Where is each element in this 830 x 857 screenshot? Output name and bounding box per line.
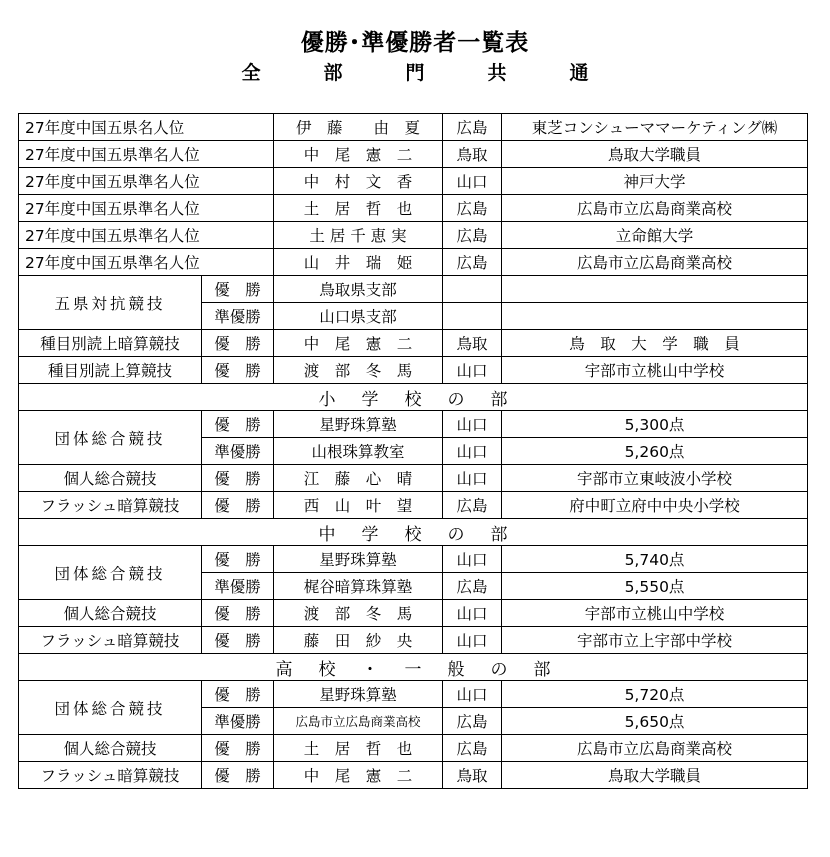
category-cell: 27年度中国五県準名人位	[19, 195, 274, 222]
table-row	[19, 411, 808, 438]
section-row	[19, 519, 808, 546]
results-table	[18, 113, 808, 789]
page-title: 優勝･準優勝者一覧表	[300, 30, 530, 56]
category-cell: 五県対抗競技	[19, 276, 202, 330]
table-row	[19, 546, 808, 573]
section-heading: 中学校の部	[19, 519, 808, 546]
name-cell: 土 居 哲 也	[274, 735, 443, 762]
affiliation-cell: 広島市立広島商業高校	[502, 195, 808, 222]
name-cell: 土 居 哲 也	[274, 195, 443, 222]
category-cell: 団体総合競技	[19, 411, 202, 465]
page-subtitle: 全 部 門 共 通	[241, 62, 611, 84]
name-cell: 土 居 千 恵 実	[274, 222, 443, 249]
affiliation-cell	[502, 303, 808, 330]
category-cell: 27年度中国五県準名人位	[19, 249, 274, 276]
affiliation-cell: 立命館大学	[502, 222, 808, 249]
name-cell: 星野珠算塾	[274, 681, 443, 708]
table-row	[19, 222, 808, 249]
prefecture-cell: 山口	[443, 546, 502, 573]
category-cell: 27年度中国五県準名人位	[19, 168, 274, 195]
affiliation-cell: 5,650点	[502, 708, 808, 735]
prefecture-cell: 広島	[443, 708, 502, 735]
prefecture-cell: 山口	[443, 438, 502, 465]
table-row	[19, 114, 808, 141]
affiliation-cell: 鳥 取 大 学 職 員	[502, 330, 808, 357]
name-cell: 伊 藤 由 夏	[274, 114, 443, 141]
affiliation-cell: 5,720点	[502, 681, 808, 708]
name-cell: 山根珠算教室	[274, 438, 443, 465]
affiliation-cell	[502, 276, 808, 303]
name-cell: 江 藤 心 晴	[274, 465, 443, 492]
affiliation-cell: 東芝コンシューママーケティング㈱	[502, 114, 808, 141]
rank-cell: 優 勝	[202, 600, 274, 627]
table-row	[19, 681, 808, 708]
table-row	[19, 735, 808, 762]
table-row	[19, 627, 808, 654]
name-cell: 星野珠算塾	[274, 411, 443, 438]
table-row	[19, 195, 808, 222]
prefecture-cell: 鳥取	[443, 141, 502, 168]
rank-cell: 優 勝	[202, 276, 274, 303]
table-row	[19, 330, 808, 357]
name-cell: 藤 田 紗 央	[274, 627, 443, 654]
name-cell: 西 山 叶 望	[274, 492, 443, 519]
prefecture-cell: 山口	[443, 465, 502, 492]
affiliation-cell: 広島市立広島商業高校	[502, 735, 808, 762]
rank-cell: 優 勝	[202, 627, 274, 654]
prefecture-cell: 山口	[443, 627, 502, 654]
affiliation-cell: 鳥取大学職員	[502, 141, 808, 168]
rank-cell: 優 勝	[202, 330, 274, 357]
prefecture-cell: 山口	[443, 168, 502, 195]
affiliation-cell: 5,550点	[502, 573, 808, 600]
rank-cell: 準優勝	[202, 573, 274, 600]
rank-cell: 準優勝	[202, 438, 274, 465]
category-cell: 団体総合競技	[19, 681, 202, 735]
category-cell: 個人総合競技	[19, 465, 202, 492]
rank-cell: 優 勝	[202, 735, 274, 762]
prefecture-cell: 山口	[443, 411, 502, 438]
name-cell: 山口県支部	[274, 303, 443, 330]
affiliation-cell: 宇部市立桃山中学校	[502, 357, 808, 384]
affiliation-cell: 宇部市立桃山中学校	[502, 600, 808, 627]
prefecture-cell: 広島	[443, 114, 502, 141]
rank-cell: 準優勝	[202, 303, 274, 330]
affiliation-cell: 宇部市立東岐波小学校	[502, 465, 808, 492]
affiliation-cell: 5,300点	[502, 411, 808, 438]
table-row	[19, 357, 808, 384]
category-cell: 27年度中国五県名人位	[19, 114, 274, 141]
category-cell: 個人総合競技	[19, 735, 202, 762]
results-table-body	[19, 114, 808, 789]
table-row	[19, 762, 808, 789]
name-cell: 中 尾 憲 二	[274, 762, 443, 789]
name-cell: 広島市立広島商業高校	[274, 708, 443, 735]
name-cell: 中 尾 憲 二	[274, 330, 443, 357]
section-heading: 高校・一般の部	[19, 654, 808, 681]
rank-cell: 優 勝	[202, 357, 274, 384]
section-row	[19, 654, 808, 681]
name-cell: 梶谷暗算珠算塾	[274, 573, 443, 600]
affiliation-cell: 5,740点	[502, 546, 808, 573]
rank-cell: 優 勝	[202, 465, 274, 492]
section-row	[19, 384, 808, 411]
rank-cell: 優 勝	[202, 411, 274, 438]
prefecture-cell: 広島	[443, 492, 502, 519]
name-cell: 中 尾 憲 二	[274, 141, 443, 168]
rank-cell: 優 勝	[202, 681, 274, 708]
rank-cell: 優 勝	[202, 492, 274, 519]
name-cell: 中 村 文 香	[274, 168, 443, 195]
rank-cell: 優 勝	[202, 546, 274, 573]
category-cell: フラッシュ暗算競技	[19, 762, 202, 789]
name-cell: 鳥取県支部	[274, 276, 443, 303]
category-cell: 種目別読上算競技	[19, 357, 202, 384]
prefecture-cell: 鳥取	[443, 762, 502, 789]
table-row	[19, 600, 808, 627]
table-row	[19, 492, 808, 519]
prefecture-cell: 広島	[443, 222, 502, 249]
name-cell: 渡 部 冬 馬	[274, 357, 443, 384]
rank-cell: 優 勝	[202, 762, 274, 789]
affiliation-cell: 宇部市立上宇部中学校	[502, 627, 808, 654]
affiliation-cell: 神戸大学	[502, 168, 808, 195]
prefecture-cell: 山口	[443, 357, 502, 384]
category-cell: 団体総合競技	[19, 546, 202, 600]
prefecture-cell: 広島	[443, 573, 502, 600]
name-cell: 星野珠算塾	[274, 546, 443, 573]
prefecture-cell: 鳥取	[443, 330, 502, 357]
affiliation-cell: 広島市立広島商業高校	[502, 249, 808, 276]
prefecture-cell: 山口	[443, 681, 502, 708]
prefecture-cell: 広島	[443, 195, 502, 222]
table-row	[19, 249, 808, 276]
category-cell: 個人総合競技	[19, 600, 202, 627]
affiliation-cell: 5,260点	[502, 438, 808, 465]
section-heading: 小学校の部	[19, 384, 808, 411]
affiliation-cell: 府中町立府中中央小学校	[502, 492, 808, 519]
prefecture-cell	[443, 303, 502, 330]
table-row	[19, 168, 808, 195]
prefecture-cell: 広島	[443, 249, 502, 276]
category-cell: 27年度中国五県準名人位	[19, 141, 274, 168]
table-row	[19, 276, 808, 303]
category-cell: 種目別読上暗算競技	[19, 330, 202, 357]
category-cell: 27年度中国五県準名人位	[19, 222, 274, 249]
prefecture-cell	[443, 276, 502, 303]
category-cell: フラッシュ暗算競技	[19, 627, 202, 654]
prefecture-cell: 広島	[443, 735, 502, 762]
name-cell: 渡 部 冬 馬	[274, 600, 443, 627]
name-cell: 山 井 瑞 姫	[274, 249, 443, 276]
prefecture-cell: 山口	[443, 600, 502, 627]
category-cell: フラッシュ暗算競技	[19, 492, 202, 519]
table-row	[19, 465, 808, 492]
rank-cell: 準優勝	[202, 708, 274, 735]
table-row	[19, 141, 808, 168]
affiliation-cell: 鳥取大学職員	[502, 762, 808, 789]
